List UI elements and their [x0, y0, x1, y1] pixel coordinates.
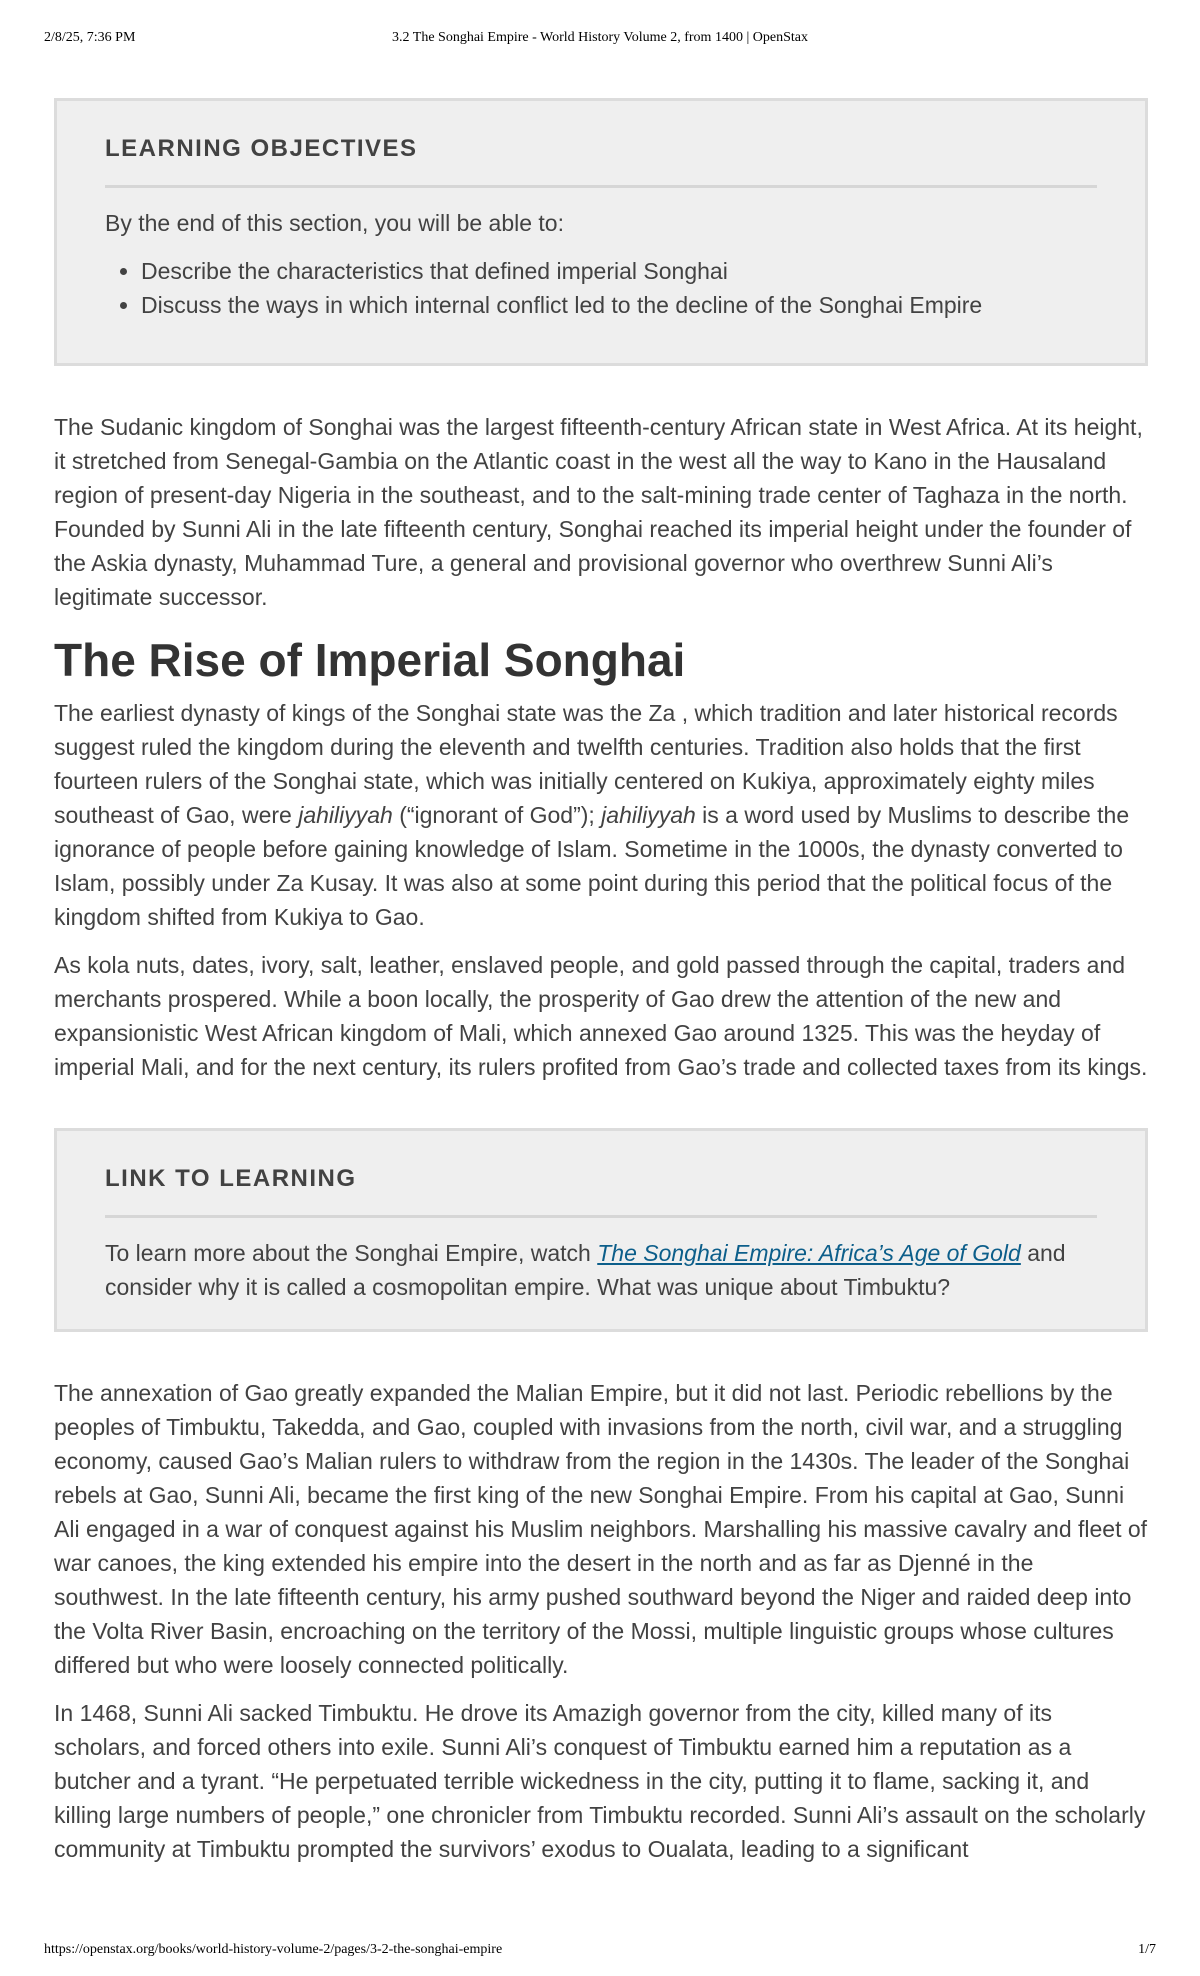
- text-run: The earliest dynasty of kings of the Songhai state was the Za , which tradition and later historical records suggest ruled the kingdom during the eleventh and twelfth centuries. Tradition also holds that the first fourteen rulers of the Songhai state, which was initially centered on Kukiya, approximately eighty miles southeast of Gao, were: [54, 700, 1118, 828]
- timbuktu-paragraph: In 1468, Sunni Ali sacked Timbuktu. He drove its Amazigh governor from the city, killed many of its scholars, and forced others into exile. Sunni Ali’s conquest of Timbuktu earned him a reputation as a butcher and a tyrant. “He perpetuated terrible wickedness in the city, putting it to flame, sacking it, and killing large numbers of people,” one chronicler from Timbuktu recorded. Sunni Ali’s assault on the scholarly community at Timbuktu prompted the survivors’ exodus to Oualata, leading to a significant: [54, 1700, 1146, 1862]
- objective-item: • Discuss the ways in which internal conflict led to the decline of the Songhai Empire: [141, 288, 1097, 322]
- songhai-video-link[interactable]: The Songhai Empire: Africa’s Age of Gold: [597, 1240, 1021, 1266]
- link-to-learning-box: [54, 1128, 1148, 1332]
- term-jahiliyyah: jahiliyyah: [298, 802, 393, 828]
- link-to-learning-heading: LINK TO LEARNING: [105, 1131, 1097, 1218]
- section-heading: The Rise of Imperial Songhai: [54, 634, 686, 686]
- text-run: (“ignorant of God”);: [392, 802, 602, 828]
- text-run: To learn more about the Songhai Empire, watch: [105, 1240, 598, 1266]
- print-date: 2/8/25, 7:36 PM: [44, 30, 136, 45]
- print-header: [0, 30, 1200, 50]
- page-url: https://openstax.org/books/world-history-volume-2/pages/3-2-the-songhai-empire: [44, 1942, 503, 1957]
- intro-paragraph: The Sudanic kingdom of Songhai was the largest fifteenth-century African state in West Africa. At its height, it stretched from Senegal-Gambia on the Atlantic coast in the west all the way to Kano in the Hausaland region of present-day Nigeria in the southeast, and to the salt-mining trade center of Taghaza in the north. Founded by Sunni Ali in the late fifteenth century, Songhai reached its imperial height under the founder of the Askia dynasty, Muhammad Ture, a general and provisional governor who overthrew Sunni Ali’s legitimate successor.: [54, 414, 1143, 610]
- link-to-learning-text: [105, 1236, 1097, 1304]
- annexation-paragraph: The annexation of Gao greatly expanded the Malian Empire, but it did not last. Periodic rebellions by the peoples of Timbuktu, Takedda, and Gao, coupled with invasions from the north, civil war, and a struggling economy, caused Gao’s Malian rulers to withdraw from the region in the 1430s. The leader of the Songhai rebels at Gao, Sunni Ali, became the first king of the new Songhai Empire. From his capital at Gao, Sunni Ali engaged in a war of conquest against his Muslim neighbors. Marshalling his massive cavalry and fleet of war canoes, the king extended his empire into the desert in the north and as far as Djenné in the southwest. In the late fifteenth century, his army pushed southward beyond the Niger and raided deep into the Volta River Basin, encroaching on the territory of the Mossi, multiple linguistic groups whose cultures differed but who were loosely connected politically.: [54, 1380, 1148, 1678]
- objectives-list: [105, 254, 1097, 322]
- print-page-title: 3.2 The Songhai Empire - World History Volume 2, from 1400 | OpenStax: [392, 30, 808, 45]
- main-content: [54, 98, 1148, 1880]
- learning-objectives-box: [54, 98, 1148, 366]
- rise-paragraph-2: As kola nuts, dates, ivory, salt, leather, enslaved people, and gold passed through the capital, traders and merchants prospered. While a boon locally, the prosperity of Gao drew the attention of the new and expansionistic West African kingdom of Mali, which annexed Gao around 1325. This was the heyday of imperial Mali, and for the next century, its rulers profited from Gao’s trade and collected taxes from its kings.: [54, 952, 1148, 1080]
- rise-paragraph-1: [54, 696, 1148, 934]
- print-footer: [0, 1942, 1200, 1962]
- page-number: 1/7: [1138, 1942, 1156, 1957]
- learning-objectives-intro: By the end of this section, you will be able to:: [105, 210, 564, 236]
- text-run: and consider why it is called a cosmopolitan empire. What was unique about Timbuktu?: [105, 1240, 1066, 1300]
- objective-item: • Describe the characteristics that defined imperial Songhai: [141, 254, 1097, 288]
- text-run: is a word used by Muslims to describe the ignorance of people before gaining knowledge of Islam. Sometime in the 1000s, the dynasty converted to Islam, possibly under Za Kusay. It was also at some point during this period that the political focus of the kingdom shifted from Kukiya to Gao.: [54, 802, 1130, 930]
- learning-objectives-heading: LEARNING OBJECTIVES: [105, 101, 1097, 188]
- term-jahiliyyah: jahiliyyah: [601, 802, 696, 828]
